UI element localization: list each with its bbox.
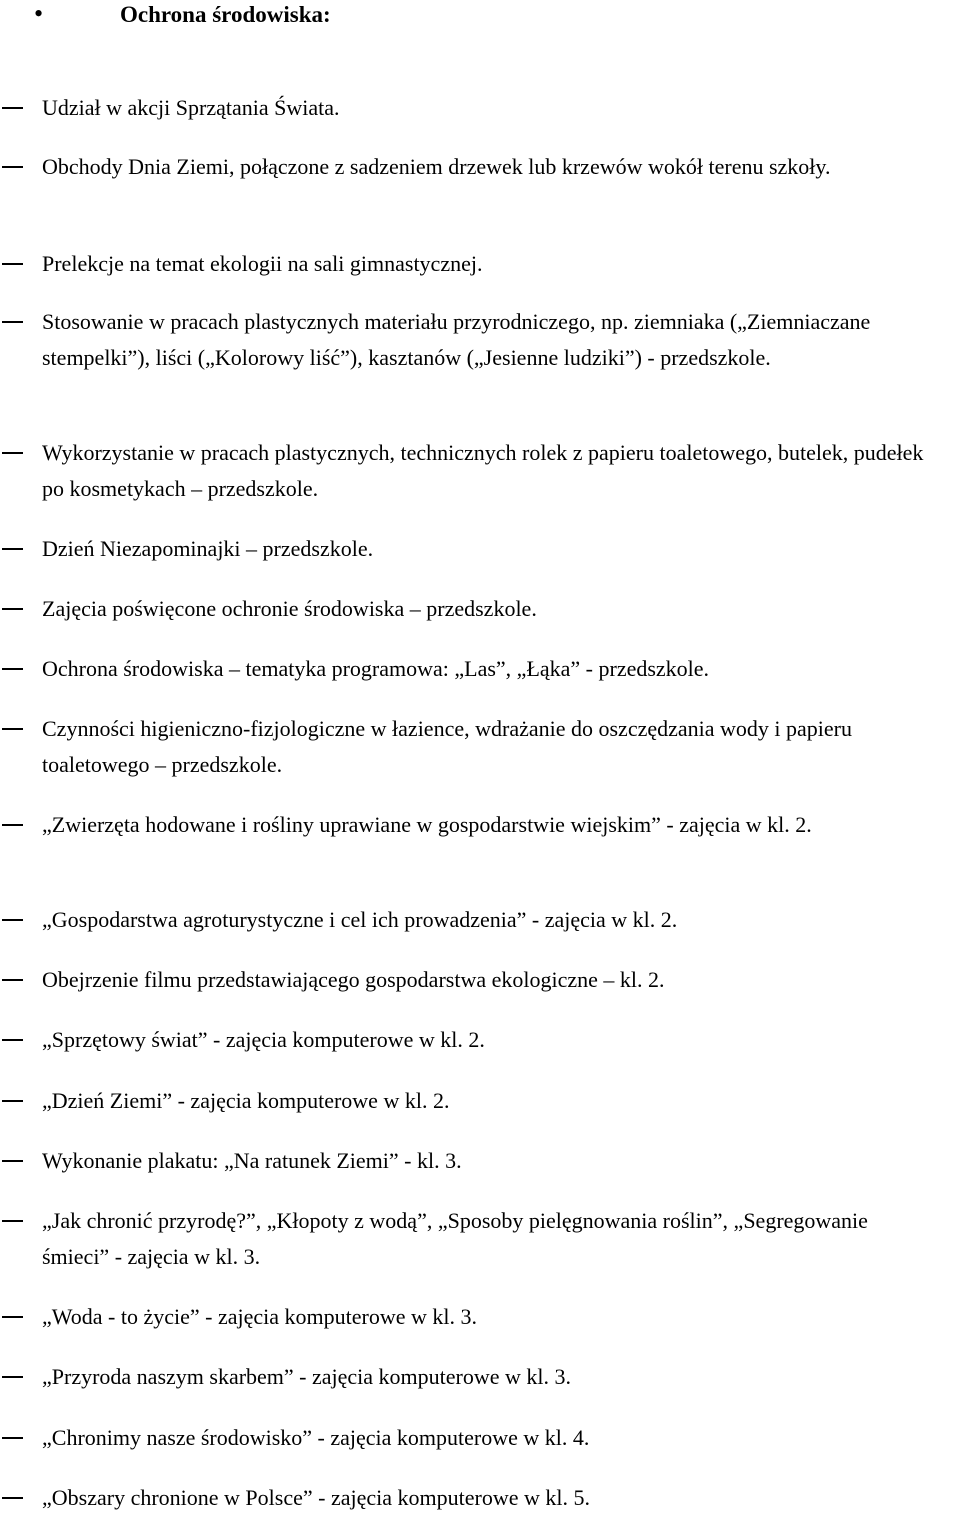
list-item-text: „Woda - to życie” - zajęcia komputerowe w kl. 3. — [42, 1304, 477, 1329]
dash-icon — [2, 668, 23, 670]
dash-icon — [2, 107, 23, 109]
dash-icon — [2, 919, 23, 921]
list-item-text: Czynności higieniczno-fizjologiczne w łazience, wdrażanie do oszczędzania wody i papieru toaletowego – przedszkole. — [42, 716, 852, 777]
dash-icon — [2, 979, 23, 981]
list-item-text: Obchody Dnia Ziemi, połączone z sadzeniem drzewek lub krzewów wokół terenu szkoły. — [42, 154, 831, 179]
dash-icon — [2, 1100, 23, 1102]
list-item-text: Udział w akcji Sprzątania Świata. — [42, 95, 340, 120]
dash-icon — [2, 263, 23, 265]
dash-icon — [2, 321, 23, 323]
dash-icon — [2, 1376, 23, 1378]
dash-icon — [2, 166, 23, 168]
list-item-text: „Obszary chronione w Polsce” - zajęcia komputerowe w kl. 5. — [42, 1485, 590, 1510]
list-item-text: „Przyroda naszym skarbem” - zajęcia komputerowe w kl. 3. — [42, 1364, 572, 1389]
dash-icon — [2, 608, 23, 610]
list-item-text: Dzień Niezapominajki – przedszkole. — [42, 536, 374, 561]
dash-icon — [2, 1039, 23, 1041]
list-item-text: „Sprzętowy świat” - zajęcia komputerowe w kl. 2. — [42, 1027, 485, 1052]
list-item-text: Prelekcje na temat ekologii na sali gimnastycznej. — [42, 251, 483, 276]
list-item-text: „Jak chronić przyrodę?”, „Kłopoty z wodą”, „Sposoby pielęgnowania roślin”, „Segregowanie śmieci” - zajęcia w kl. 3. — [42, 1208, 868, 1269]
dash-icon — [2, 1316, 23, 1318]
dash-icon — [2, 1220, 23, 1222]
dash-icon — [2, 1497, 23, 1499]
list-item-text: „Zwierzęta hodowane i rośliny uprawiane w gospodarstwie wiejskim” - zajęcia w kl. 2. — [42, 812, 812, 837]
list-item-text: „Gospodarstwa agroturystyczne i cel ich prowadzenia” - zajęcia w kl. 2. — [42, 907, 678, 932]
dash-icon — [2, 728, 23, 730]
list-item-text: Stosowanie w pracach plastycznych materiału przyrodniczego, np. ziemniaka („Ziemniaczane stempelki”), liści („Kolorowy liść”), kasztanów („Jesienne ludziki”) - przedszkole. — [42, 309, 871, 370]
section-title: Ochrona środowiska: — [120, 2, 331, 27]
list-item-text: Zajęcia poświęcone ochronie środowiska – przedszkole. — [42, 596, 537, 621]
section-heading — [0, 0, 960, 30]
bullet-icon: • — [34, 0, 44, 28]
list-item-text: Ochrona środowiska – tematyka programowa: „Las”, „Łąka” - przedszkole. — [42, 656, 710, 681]
dash-icon — [2, 1160, 23, 1162]
list-item-text: Wykorzystanie w pracach plastycznych, technicznych rolek z papieru toaletowego, butelek, pudełek po kosmetykach – przedszkole. — [42, 440, 924, 501]
dash-icon — [2, 548, 23, 550]
dash-icon — [2, 824, 23, 826]
list-item-text: Obejrzenie filmu przedstawiającego gospodarstwa ekologiczne – kl. 2. — [42, 967, 665, 992]
dash-icon — [2, 452, 23, 454]
list-item-text: „Dzień Ziemi” - zajęcia komputerowe w kl. 2. — [42, 1088, 450, 1113]
list-item-text: „Chronimy nasze środowisko” - zajęcia komputerowe w kl. 4. — [42, 1425, 590, 1450]
list-item-text: Wykonanie plakatu: „Na ratunek Ziemi” - kl. 3. — [42, 1148, 462, 1173]
dash-icon — [2, 1437, 23, 1439]
